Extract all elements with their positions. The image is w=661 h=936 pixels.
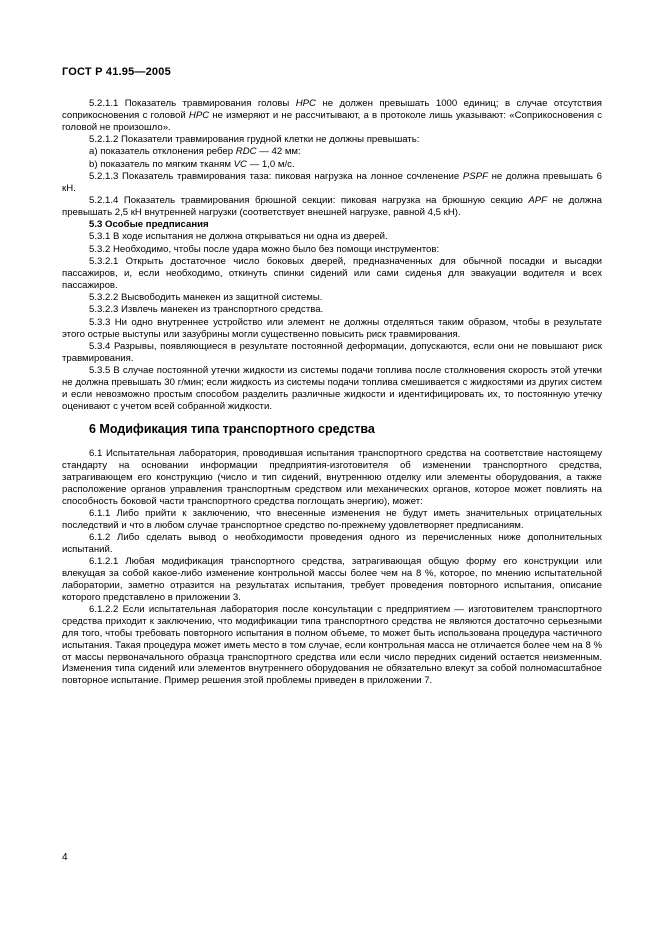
paragraph-5-3-2-1: 5.3.2.1 Открыть достаточное число боковых дверей, предназначенных для обычной посадки и высадки пассажиров, и, если необходимо, откинуть спинки сидений или сами сиденья для эвакуации водителя и всех пассажиров.: [62, 255, 602, 291]
list-item-b: b) показатель по мягким тканям VC — 1,0 м/с.: [89, 158, 295, 170]
paragraph-5-3-3: 5.3.3 Ни одно внутреннее устройство или элемент не должны отделяться таким образом, чтобы в результате этого острые выступы или зазубрины могли существенно повысить риск травмирования.: [62, 316, 602, 340]
paragraph-6-1-2-2: 6.1.2.2 Если испытательная лаборатория после консультации с предприятием — изготовителем транспортного средства приходит к заключению, что модификации типа транспортного средства не являются достаточно серьезными для того, чтобы требовать повторного испытания в полном объеме, то может быть использована процедура частичного испытания. Такая процедура может иметь место в том случае, если контрольная масса не отличается более чем на 8 % от массы первоначального образца транспортного средства или если число передних сидений остается неизменным. Изменения типа сидений или элементов внутреннего оборудования не обязательно влекут за собой полномасштабное повторное испытание. Пример решения этой проблемы приведен в приложении 7.: [62, 604, 602, 687]
paragraph-5-2-1-4: 5.2.1.4 Показатель травмирования брюшной секции: пиковая нагрузка на брюшную секцию APF не должна превышать 2,5 кН внутренней нагрузки (соответствует внешней нагрузке, равной 4,5 кН).: [62, 195, 602, 219]
paragraph-5-3-2-3: 5.3.2.3 Извлечь манекен из транспортного средства.: [89, 304, 324, 316]
page-number: 4: [62, 852, 68, 863]
paragraph-6-1-2-1: 6.1.2.1 Любая модификация транспортного средства, затрагивающая общую форму его конструкции или влекущая за собой какое-либо изменение контрольной массы более чем на 8 %, которое, по мнению испытательной лаборатории, заметно отразится на результатах испытания, требует проведения повторного испытания, описание которого представлено в приложении 3.: [62, 556, 602, 603]
paragraph-5-2-1-1: 5.2.1.1 Показатель травмирования головы HPC не должен превышать 1000 единиц; в случае отсутствия соприкосновения с головой HPC не измеряют и не рассчитывают, а в протоколе лишь указывают: «Соприкосновения с головой не произошло».: [62, 98, 603, 133]
section-title: 6 Модификация типа транспортного средства: [89, 422, 375, 437]
paragraph-6-1-1: 6.1.1 Либо прийти к заключению, что внесенные изменения не будут иметь значительных отрицательных последствий и что в любом случае транспортное средство по-прежнему удовлетворяет предписаниям.: [62, 508, 602, 531]
paragraph-5-3-2-2: 5.3.2.2 Высвободить манекен из защитной системы.: [89, 292, 323, 303]
paragraph-6-1: 6.1 Испытательная лаборатория, проводившая испытания транспортного средства на соответствие настоящему стандарту на основании информации предприятия-изготовителя об изменении транспортного средства, затрагивающем его конструкцию (число и тип сидений, внутреннюю отделку или элементы оборудования, а также расположение органов управления транспортным средством или механических органов, которое может повлиять на способность боковой части транспортного средства поглощать энергию), может:: [62, 448, 602, 507]
paragraph-5-2-1-3: 5.2.1.3 Показатель травмирования таза: пиковая нагрузка на лонное сочленение PSPF не должна превышать 6 кН.: [62, 171, 603, 194]
list-item-a: a) показатель отклонения ребер RDC — 42 мм:: [89, 146, 301, 158]
document-code: ГОСТ Р 41.95—2005: [62, 66, 171, 78]
paragraph-5-3-2: 5.3.2 Необходимо, чтобы после удара можно было без помощи инструментов:: [89, 243, 440, 255]
paragraph-5-3-5: 5.3.5 В случае постоянной утечки жидкости из системы подачи топлива после столкновения скорость этой утечки не должна превышать 30 г/мин; если жидкость из системы подачи топлива смешивается с жидкостями из других систем и если невозможно простым способом разделить различные жидкости и идентифицировать их, то постоянную утечку оценивают с учетом всей собранной жидкости.: [62, 365, 602, 412]
paragraph-6-1-2: 6.1.2 Либо сделать вывод о необходимости проведения одного из перечисленных ниже дополнительных испытаний.: [62, 532, 602, 556]
paragraph-5-3-1: 5.3.1 В ходе испытания не должна открываться ни одна из дверей.: [89, 231, 388, 243]
paragraph-5-3-4: 5.3.4 Разрывы, появляющиеся в результате постоянной деформации, допускаются, если они не повышают риск травмирования.: [62, 340, 602, 364]
paragraph-5-2-1-2: 5.2.1.2 Показатели травмирования грудной клетки не должны превышать:: [89, 134, 420, 146]
subsection-heading: 5.3 Особые предписания: [89, 219, 209, 231]
document-body: [62, 98, 602, 688]
